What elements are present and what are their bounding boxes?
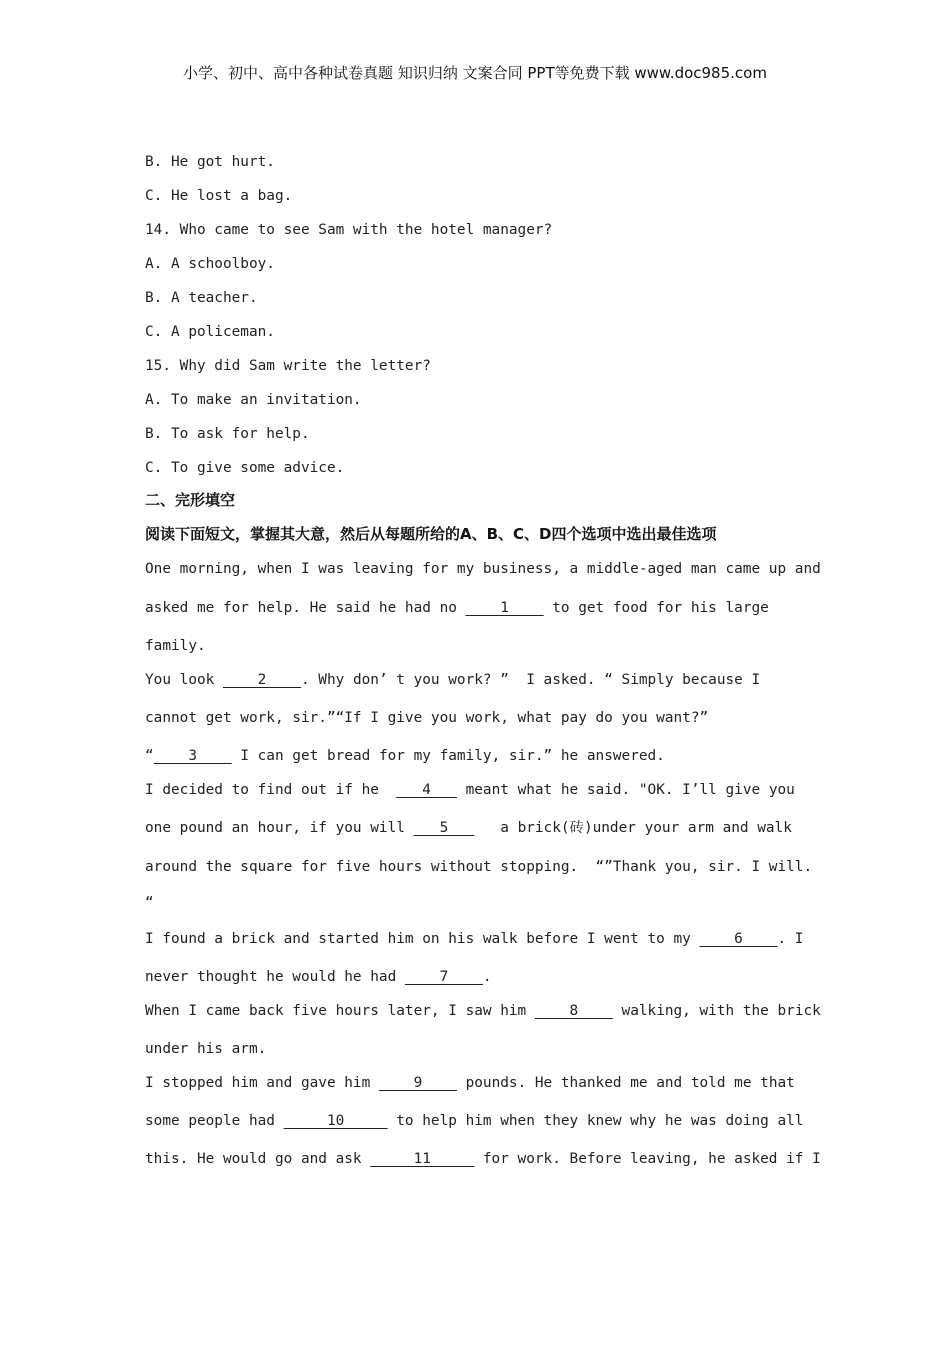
option-line: B. A teacher.	[145, 290, 258, 306]
passage-line	[145, 966, 492, 988]
passage-line	[145, 1110, 803, 1132]
passage-line	[145, 817, 792, 839]
passage-text: . I	[777, 931, 804, 947]
option-line: B. He got hurt.	[145, 154, 275, 170]
blank-9: ____9____	[378, 1075, 457, 1091]
blank-8: ____8____	[534, 1003, 613, 1019]
passage-line	[145, 928, 803, 950]
blank-1: ____1____	[465, 600, 544, 616]
passage-text: You look	[145, 672, 223, 688]
passage-text: meant what he said. "OK. I’ll give you	[456, 782, 795, 798]
site-header: 小学、初中、高中各种试卷真题 知识归纳 文案合同 PPT等免费下载 www.doc985.com	[183, 64, 767, 82]
passage-text: .	[482, 969, 492, 985]
passage-text: walking, with the brick	[612, 1003, 821, 1019]
passage-text: . Why don’ t you work? ” I asked. “ Simply because I	[300, 672, 761, 688]
passage-line: One morning, when I was leaving for my business, a middle-aged man came up and	[145, 561, 821, 577]
option-line: B. To ask for help.	[145, 426, 310, 442]
blank-2: ____2____	[222, 672, 301, 688]
passage-text: this. He would go and ask	[145, 1151, 371, 1167]
option-line: A. To make an invitation.	[145, 392, 362, 408]
passage-line	[145, 1148, 821, 1170]
passage-text: one pound an hour, if you will	[145, 820, 414, 836]
passage-line	[145, 669, 760, 691]
blank-7: ____7____	[404, 969, 483, 985]
passage-text: for work. Before leaving, he asked if I	[474, 1151, 821, 1167]
passage-text: asked me for help. He said he had no	[145, 600, 466, 616]
blank-5: ___5___	[413, 820, 475, 836]
passage-text: “	[145, 748, 154, 764]
blank-10: _____10_____	[283, 1113, 388, 1129]
passage-line: around the square for five hours without stopping. “”Thank you, sir. I will.	[145, 859, 813, 875]
passage-line	[145, 1072, 795, 1094]
option-line: C. To give some advice.	[145, 460, 345, 476]
option-line: A. A schoolboy.	[145, 256, 275, 272]
section-instruction: 阅读下面短文，掌握其大意，然后从每题所给的A、B、C、D四个选项中选出最佳选项	[145, 525, 717, 543]
option-line: C. A policeman.	[145, 324, 275, 340]
passage-line: cannot get work, sir.”“If I give you work, what pay do you want?”	[145, 710, 709, 726]
passage-line: “	[145, 895, 154, 911]
blank-6: ____6____	[699, 931, 778, 947]
passage-text: some people had	[145, 1113, 284, 1129]
blank-3: ____3____	[153, 748, 232, 764]
passage-text: a brick(砖)under your arm and walk	[474, 820, 792, 836]
passage-text: I found a brick and started him on his walk before I went to my	[145, 931, 700, 947]
passage-text: I can get bread for my family, sir.” he answered.	[231, 748, 665, 764]
question-stem: 15. Why did Sam write the letter?	[145, 358, 431, 374]
passage-line: under his arm.	[145, 1041, 267, 1057]
passage-line	[145, 597, 769, 619]
passage-line	[145, 745, 665, 767]
passage-text: When I came back five hours later, I saw him	[145, 1003, 535, 1019]
section-title: 二、完形填空	[145, 491, 236, 509]
blank-11: _____11_____	[370, 1151, 475, 1167]
passage-text: never thought he would he had	[145, 969, 405, 985]
passage-text: I decided to find out if he	[145, 782, 397, 798]
passage-line: family.	[145, 638, 206, 654]
passage-text: pounds. He thanked me and told me that	[456, 1075, 795, 1091]
passage-text: I stopped him and gave him	[145, 1075, 379, 1091]
passage-line	[145, 1000, 821, 1022]
passage-text: to get food for his large	[543, 600, 769, 616]
option-line: C. He lost a bag.	[145, 188, 293, 204]
passage-text: to help him when they knew why he was doing all	[387, 1113, 804, 1129]
question-stem: 14. Who came to see Sam with the hotel manager?	[145, 222, 553, 238]
passage-line	[145, 779, 795, 801]
blank-4: ___4___	[396, 782, 457, 798]
